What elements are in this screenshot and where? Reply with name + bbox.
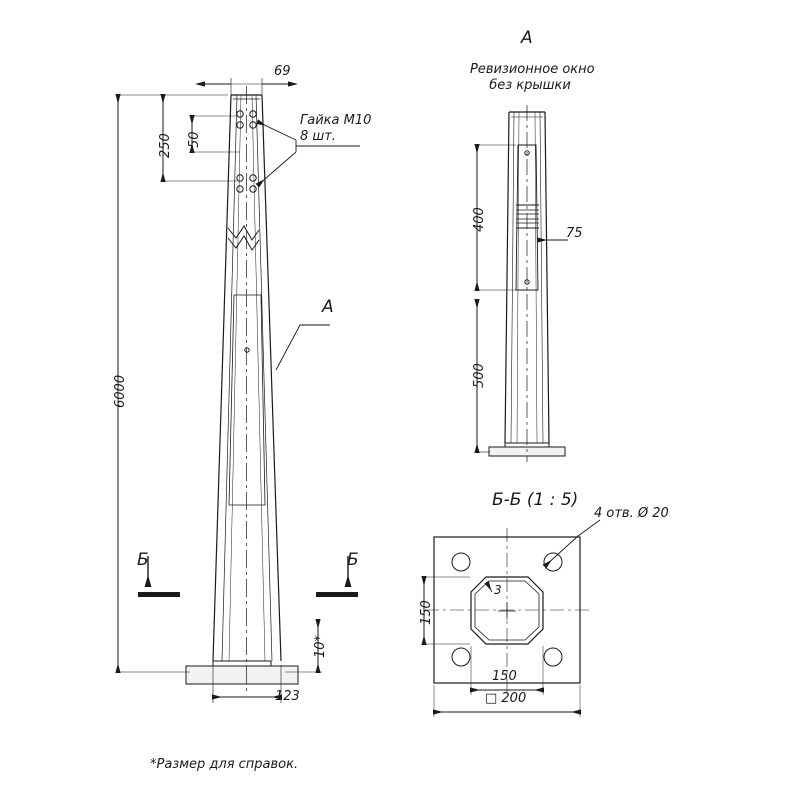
section-bb bbox=[424, 520, 600, 717]
label-holes: 4 отв. Ø 20 bbox=[594, 506, 669, 521]
dim-text-angle: 10* bbox=[313, 634, 328, 658]
dim-text-150-v: 150 bbox=[419, 600, 434, 625]
main-elevation bbox=[118, 78, 360, 703]
dim-text-500: 500 bbox=[472, 363, 487, 388]
dim-text-150-h: 150 bbox=[492, 669, 517, 684]
note-view-a-line2: без крышки bbox=[489, 78, 571, 94]
dim-text-50: 50 bbox=[187, 131, 202, 148]
label-nut-line1: Гайка М10 bbox=[300, 113, 372, 128]
dim-text-69: 69 bbox=[274, 64, 291, 79]
marker-a-main: А bbox=[322, 297, 334, 317]
marker-b-left: Б bbox=[137, 550, 149, 570]
dim-text-75: 75 bbox=[566, 226, 583, 241]
note-view-a-line1: Ревизионное окно bbox=[470, 62, 595, 77]
dim-text-250: 250 bbox=[158, 133, 173, 158]
dim-text-thickness: 3 bbox=[494, 583, 502, 597]
section-marker-b bbox=[138, 556, 358, 597]
dim-text-400: 400 bbox=[472, 207, 487, 232]
title-view-a: А bbox=[521, 28, 533, 48]
label-nut bbox=[300, 113, 371, 146]
title-section-bb: Б-Б (1 : 5) bbox=[492, 490, 579, 510]
footnote: *Размер для справок. bbox=[150, 757, 299, 772]
note-view-a bbox=[470, 62, 595, 95]
dim-6000 bbox=[118, 95, 228, 672]
marker-b-right: Б bbox=[347, 550, 359, 570]
leader-holes bbox=[545, 520, 600, 566]
dim-text-123: 123 bbox=[275, 689, 300, 704]
dim-text-6000: 6000 bbox=[113, 374, 128, 408]
view-a bbox=[477, 105, 568, 462]
label-nut-line2: 8 шт. bbox=[300, 129, 337, 145]
leader-section-a bbox=[276, 325, 330, 370]
dim-text-200: □ 200 bbox=[485, 691, 527, 706]
leader-thickness bbox=[487, 583, 492, 592]
